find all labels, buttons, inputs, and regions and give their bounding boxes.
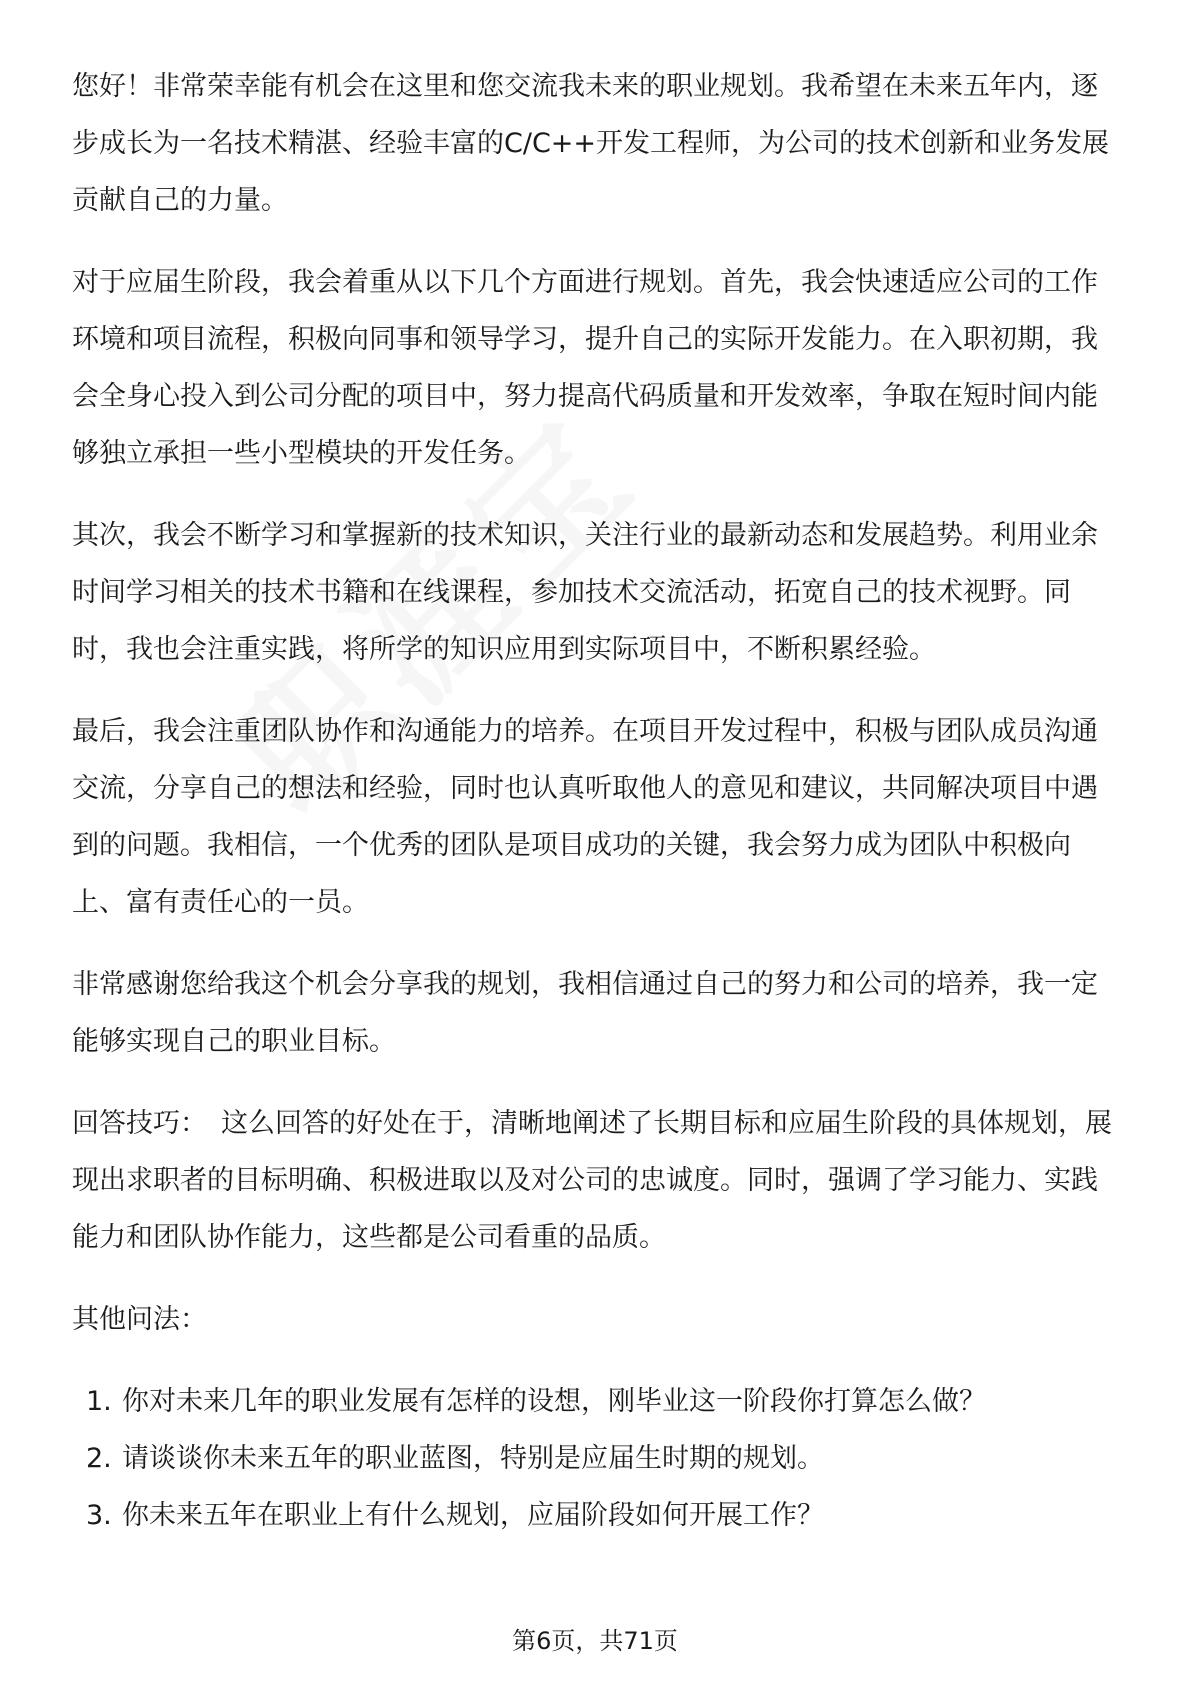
other-questions-heading: 其他问法：	[72, 1304, 207, 1335]
list-item	[72, 1487, 1117, 1544]
page-number: 第6页，共71页	[512, 1627, 678, 1655]
list-item-number: 1.	[86, 1386, 112, 1417]
answer-tips-text: 这么回答的好处在于，清晰地阐述了长期目标和应届生阶段的具体规划，展现出求职者的目标明确、积极进取以及对公司的忠诚度。同时，强调了学习能力、实践能力和团队协作能力，这些都是公司看重的品质。	[72, 1108, 1112, 1253]
list-item	[72, 1430, 1117, 1487]
list-item-number: 3.	[86, 1500, 112, 1531]
answer-tips-label: 回答技巧：	[72, 1108, 207, 1139]
paragraph-teamwork: 最后，我会注重团队协作和沟通能力的培养。在项目开发过程中，积极与团队成员沟通交流，分享自己的想法和经验，同时也认真听取他人的意见和建议，共同解决项目中遇到的问题。我相信，一个优秀的团队是项目成功的关键，我会努力成为团队中积极向上、富有责任心的一员。	[72, 716, 1098, 918]
paragraph-graduate-stage: 对于应届生阶段，我会着重从以下几个方面进行规划。首先，我会快速适应公司的工作环境和项目流程，积极向同事和领导学习，提升自己的实际开发能力。在入职初期，我会全身心投入到公司分配的项目中，努力提高代码质量和开发效率，争取在短时间内能够独立承担一些小型模块的开发任务。	[72, 267, 1098, 469]
list-item-number: 2.	[86, 1443, 112, 1474]
list-item-text: 你对未来几年的职业发展有怎样的设想，刚毕业这一阶段你打算怎么做？	[122, 1386, 986, 1417]
paragraph-learning: 其次，我会不断学习和掌握新的技术知识，关注行业的最新动态和发展趋势。利用业余时间学习相关的技术书籍和在线课程，参加技术交流活动，拓宽自己的技术视野。同时，我也会注重实践，将所学的知识应用到实际项目中，不断积累经验。	[72, 520, 1098, 665]
list-item	[72, 1373, 1117, 1430]
document-body	[72, 58, 1117, 1544]
list-item-text: 你未来五年在职业上有什么规划，应届阶段如何开展工作？	[122, 1500, 824, 1531]
other-questions-list	[72, 1373, 1117, 1544]
list-item-text: 请谈谈你未来五年的职业蓝图，特别是应届生时期的规划。	[122, 1443, 824, 1474]
answer-tips	[72, 1095, 1117, 1266]
paragraph-closing: 非常感谢您给我这个机会分享我的规划，我相信通过自己的努力和公司的培养，我一定能够实现自己的职业目标。	[72, 969, 1098, 1057]
paragraph-intro: 您好！非常荣幸能有机会在这里和您交流我未来的职业规划。我希望在未来五年内，逐步成长为一名技术精湛、经验丰富的C/C++开发工程师，为公司的技术创新和业务发展贡献自己的力量。	[72, 71, 1110, 216]
